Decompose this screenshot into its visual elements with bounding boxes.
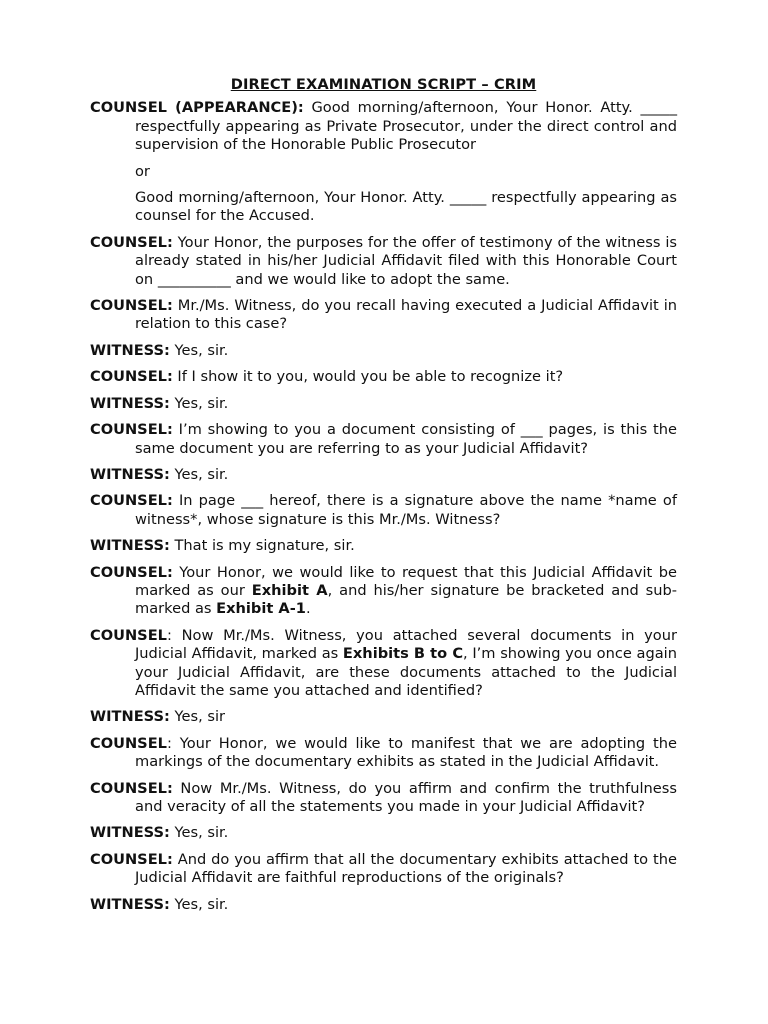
script-line: [90, 824, 677, 842]
speaker-label: COUNSEL:: [90, 779, 173, 797]
script-line: [90, 368, 677, 386]
line-text: If I show it to you, would you be able to recognize it?: [172, 368, 564, 386]
speaker-label: COUNSEL:: [90, 492, 173, 510]
speaker-label: COUNSEL:: [90, 421, 173, 439]
script-line: [90, 708, 677, 726]
exhibit-label: Exhibit A: [251, 581, 328, 599]
script-line: [90, 466, 677, 484]
speaker-label: COUNSEL:: [90, 563, 173, 581]
line-text: Yes, sir.: [169, 895, 229, 913]
script-line: [90, 735, 677, 772]
exhibit-label: Exhibits B to C: [342, 645, 464, 663]
line-text: Your Honor, we would like to request that this Judicial Affidavit be marked as our: [135, 563, 677, 599]
speaker-label: WITNESS:: [90, 465, 170, 483]
document-page: [90, 76, 677, 922]
script-line: [90, 627, 677, 701]
exhibit-label: Exhibit A-1: [216, 600, 306, 618]
line-text: And do you affirm that all the documentary exhibits attached to the Judicial Affidavit are faithful reproductions of the originals?: [135, 850, 677, 887]
script-line: [90, 851, 677, 888]
alternate-appearance: Good morning/afternoon, Your Honor. Atty. _____ respectfully appearing as counsel for the Accused.: [135, 189, 677, 225]
speaker-label: WITNESS:: [90, 708, 170, 726]
script-line: [90, 492, 677, 529]
line-text: , I’m showing you once again your Judicial Affidavit, are these documents attached to the Judicial Affidavit the same you attached and identified?: [135, 645, 677, 699]
line-text: : Your Honor, we would like to manifest that we are adopting the markings of the documentary exhibits as stated in the Judicial Affidavit.: [135, 734, 677, 771]
line-text: Your Honor, the purposes for the offer of testimony of the witness is already stated in his/her Judicial Affidavit filed with this Honorable Court on __________ and we would like to adopt the same.: [135, 233, 677, 288]
speaker-label: COUNSEL:: [90, 233, 173, 251]
script-line: [90, 421, 677, 458]
speaker-label: WITNESS:: [90, 341, 170, 359]
speaker-label: WITNESS:: [90, 394, 170, 412]
script-line: [90, 297, 677, 334]
script-line: [90, 896, 677, 914]
speaker-label: WITNESS:: [90, 824, 170, 842]
speaker-label: COUNSEL:: [90, 368, 173, 386]
line-text: , and his/her signature be bracketed and sub-marked as: [135, 581, 677, 618]
speaker-label: WITNESS:: [90, 537, 170, 555]
speaker-label: COUNSEL:: [90, 850, 173, 868]
script-line-appearance: [90, 99, 677, 154]
line-text: Yes, sir.: [169, 824, 229, 842]
page-title: DIRECT EXAMINATION SCRIPT – CRIM: [230, 76, 537, 93]
script-line: [90, 234, 677, 289]
speaker-label: COUNSEL: [90, 626, 167, 644]
line-text: Yes, sir.: [169, 341, 229, 359]
line-text: That is my signature, sir.: [169, 537, 355, 555]
line-text: In page ___ hereof, there is a signature above the name *name of witness*, whose signature is this Mr./Ms. Witness?: [135, 492, 677, 528]
script-line: [90, 395, 677, 413]
line-text: Mr./Ms. Witness, do you recall having executed a Judicial Affidavit in relation to this case?: [135, 297, 677, 333]
or-separator: or: [135, 162, 150, 180]
script-line: [90, 537, 677, 555]
speaker-label: WITNESS:: [90, 895, 170, 913]
line-text: Now Mr./Ms. Witness, do you affirm and confirm the truthfulness and veracity of all the statements you made in your Judicial Affidavit?: [135, 779, 677, 815]
line-text: Yes, sir.: [169, 394, 229, 412]
speaker-label: COUNSEL (APPEARANCE):: [90, 99, 304, 117]
line-text: .: [305, 600, 311, 618]
speaker-label: COUNSEL:: [90, 297, 173, 315]
line-text: Yes, sir.: [169, 465, 229, 483]
script-line: [90, 564, 677, 619]
line-text: I’m showing to you a document consisting of ___ pages, is this the same document you are referring to as your Judicial Affidavit?: [135, 421, 677, 457]
line-text: : Now Mr./Ms. Witness, you attached several documents in your Judicial Affidavit, marked as: [135, 626, 677, 663]
line-text: Yes, sir: [169, 708, 226, 726]
line-text: Good morning/afternoon, Your Honor. Atty. _____ respectfully appearing as Private Prosecutor, under the direct control and supervision of the Honorable Public Prosecutor: [135, 99, 677, 154]
speaker-label: COUNSEL: [90, 734, 167, 752]
script-line: [90, 342, 677, 360]
script-line: [90, 780, 677, 817]
